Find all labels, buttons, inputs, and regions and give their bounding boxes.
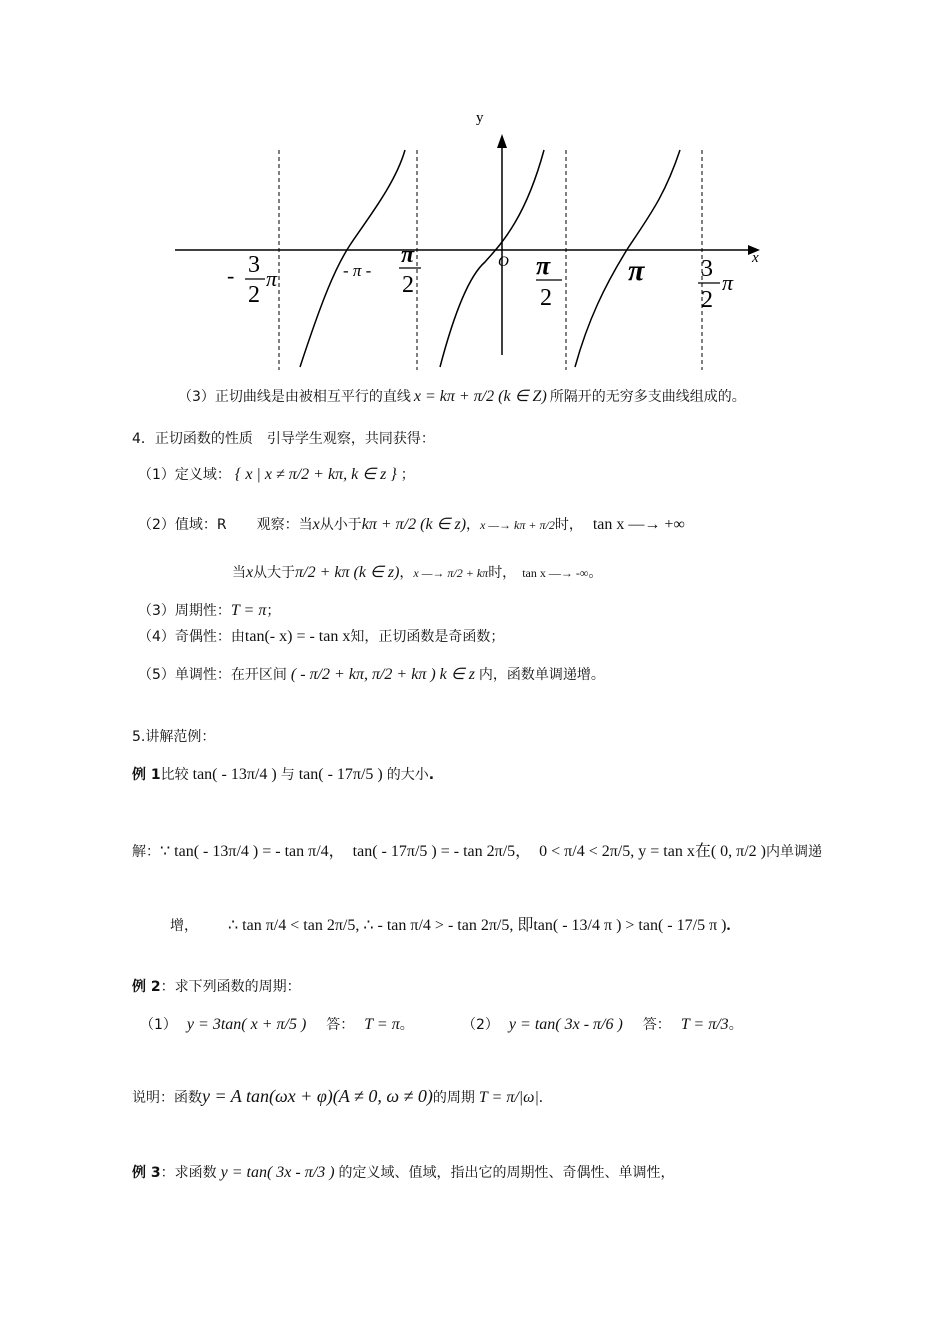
property-3 — [138, 600, 280, 620]
note-end: . — [538, 1089, 543, 1106]
example-1-f2: tan( - 17π/5 ) — [298, 766, 383, 783]
tick-neg-3pi-2-sign: - — [227, 263, 235, 288]
property-4 — [138, 626, 504, 646]
property-2-l2-x: x — [246, 564, 254, 581]
statement-3-prefix: （3）正切曲线是由被相互平行的直线 — [178, 389, 411, 405]
property-2-bound: kπ + π/2 (k ∈ z) — [361, 516, 467, 533]
example-1-text-a: 比较 — [160, 767, 189, 783]
section-5-heading: 5.讲解范例： — [132, 729, 216, 745]
example-3-text-a: ：求函数 — [160, 1165, 217, 1181]
tick-3pi-2-pi: π — [722, 270, 734, 295]
property-2-l2-then: 时， — [488, 565, 517, 581]
property-2-l2-bound: π/2 + kπ (k ∈ z) — [295, 564, 400, 581]
property-1-formula: { x | x ≠ π/2 + kπ, k ∈ z } — [234, 466, 397, 483]
solution-line-1 — [132, 838, 822, 861]
solution-l1: ∵ tan( - 13π/4 ) = - tan π/4， — [160, 843, 345, 860]
property-5-label: （5）单调性：在开区间 — [138, 667, 287, 683]
tangent-graph — [0, 100, 950, 375]
example-3-formula: y = tan( 3x - π/3 ) — [220, 1164, 335, 1181]
note-text-b: 的周期 — [432, 1090, 475, 1106]
property-2-label: （2）值域：R — [138, 517, 227, 533]
example-2-q1-formula: y = 3tan( x + π/5 ) — [186, 1016, 307, 1033]
property-2-result: tan x —→ +∞ — [592, 516, 685, 533]
tick-3pi-2-den: 2 — [701, 287, 713, 313]
tick-3pi-2-num: 3 — [701, 256, 713, 282]
property-2-line1 — [138, 514, 685, 534]
property-4-formula: tan(- x) = - tan x — [244, 628, 351, 645]
property-2-l2-result: tan x —→ -∞ — [522, 566, 589, 580]
note-formula: y = A tan(ωx + φ)(A ≠ 0, ω ≠ 0) — [202, 1086, 433, 1106]
example-2-q1-end: 。 — [399, 1017, 414, 1033]
property-2-limit: x —→ kπ + π/2 — [480, 518, 555, 532]
example-1-f1: tan( - 13π/4 ) — [192, 766, 277, 783]
solution-l1c: 0 < π/4 < 2π/5, y = tan x在( 0, π/2 ) — [539, 843, 767, 860]
statement-3-formula: x = kπ + π/2 (k ∈ Z) — [413, 388, 547, 405]
example-2-q1-label: （1） — [140, 1017, 177, 1033]
example-1-text-c: 的大小 — [386, 767, 429, 783]
property-2-line2 — [232, 562, 602, 582]
tick-neg-3pi-2-pi: π — [266, 266, 278, 291]
example-2-q2 — [462, 1014, 743, 1034]
example-2-q1-answer: T = π — [364, 1016, 400, 1033]
note — [132, 1086, 543, 1107]
tick-neg-pi-2-den: 2 — [402, 272, 414, 298]
solution-l1-end: 内单调递 — [766, 844, 823, 860]
solution-l2-end: . — [726, 917, 731, 934]
origin-label: O — [498, 254, 509, 270]
example-3-text-b: 的定义域、值域，指出它的周期性、奇偶性、单调性， — [338, 1165, 675, 1181]
section-4-heading: 4．正切函数的性质 引导学生观察，共同获得： — [132, 431, 435, 447]
property-2-obs: 观察：当 — [256, 517, 313, 533]
tan-branch-2 — [440, 150, 544, 367]
y-axis-arrow — [497, 134, 507, 148]
tick-neg-3pi-2-num: 3 — [248, 252, 260, 278]
example-2-q1 — [140, 1014, 414, 1034]
example-2-q2-formula: y = tan( 3x - π/6 ) — [508, 1016, 623, 1033]
example-1 — [132, 764, 434, 784]
property-2-l2-limit: x —→ π/2 + kπ — [413, 566, 489, 580]
tick-neg-pi-2-num: π — [401, 242, 415, 268]
example-1-dot: . — [428, 767, 435, 783]
property-2-l2-when: 当 — [232, 565, 246, 581]
note-period: T = π/|ω| — [478, 1089, 539, 1106]
property-5-end: 内，函数单调递增。 — [478, 667, 605, 683]
tick-pi-2-den: 2 — [540, 285, 552, 311]
note-text-a: 说明：函数 — [132, 1090, 202, 1106]
example-2-q2-end: 。 — [728, 1017, 743, 1033]
property-2-x: x — [312, 516, 320, 533]
property-2-l2-end: 。 — [588, 565, 603, 581]
example-2-q1-ans-label: 答： — [326, 1017, 355, 1033]
property-2-comma: ， — [466, 517, 481, 533]
solution-label: 解： — [132, 844, 160, 860]
example-1-title: 例 1 — [132, 767, 161, 783]
solution-l2-b: ∴ tan π/4 < tan 2π/5, ∴ - tan π/4 > - tan 2π/5, 即tan( - 13/4 π ) > tan( - 17/5 π ) — [228, 917, 727, 934]
example-2-q2-label: （2） — [462, 1017, 499, 1033]
property-4-label: （4）奇偶性：由 — [138, 629, 245, 645]
tick-pi-2-num: π — [536, 251, 551, 280]
example-2-q2-answer: T = π/3 — [680, 1016, 729, 1033]
property-4-end: 知，正切函数是奇函数； — [350, 629, 505, 645]
property-5-formula: ( - π/2 + kπ, π/2 + kπ ) k ∈ z — [290, 666, 475, 683]
solution-l2-a: 增， — [170, 918, 198, 934]
property-2-when: 时， — [554, 517, 583, 533]
property-3-label: （3）周期性： — [138, 603, 231, 619]
solution-l1b: tan( - 17π/5 ) = - tan 2π/5， — [352, 843, 532, 860]
property-1-end: ； — [400, 467, 415, 483]
example-3 — [132, 1162, 675, 1182]
statement-3-suffix: 所隔开的无穷多支曲线组成的。 — [549, 389, 746, 405]
example-2-q2-ans-label: 答： — [642, 1017, 671, 1033]
tick-neg-3pi-2-den: 2 — [248, 282, 260, 308]
property-2-l2-comma: ， — [399, 565, 414, 581]
property-1 — [138, 464, 415, 484]
property-3-end: ； — [266, 603, 281, 619]
example-2 — [132, 976, 301, 996]
property-3-formula: T = π — [230, 602, 267, 619]
property-2-from-above: 从大于 — [253, 565, 296, 581]
example-3-title: 例 3 — [132, 1165, 161, 1181]
example-2-text: ：求下列函数的周期： — [160, 979, 301, 995]
property-2-from-below: 从小于 — [319, 517, 362, 533]
statement-3 — [178, 386, 746, 406]
example-2-title: 例 2 — [132, 979, 161, 995]
tick-neg-pi: - π - — [343, 261, 372, 280]
y-axis-label: y — [476, 110, 484, 126]
solution-line-2 — [170, 912, 730, 935]
example-1-text-b: 与 — [280, 767, 295, 783]
property-5 — [138, 664, 605, 684]
tick-pi: π — [628, 254, 645, 287]
tan-branch-1 — [300, 150, 405, 367]
property-1-label: （1）定义域： — [138, 467, 231, 483]
x-axis-label: x — [752, 250, 759, 266]
